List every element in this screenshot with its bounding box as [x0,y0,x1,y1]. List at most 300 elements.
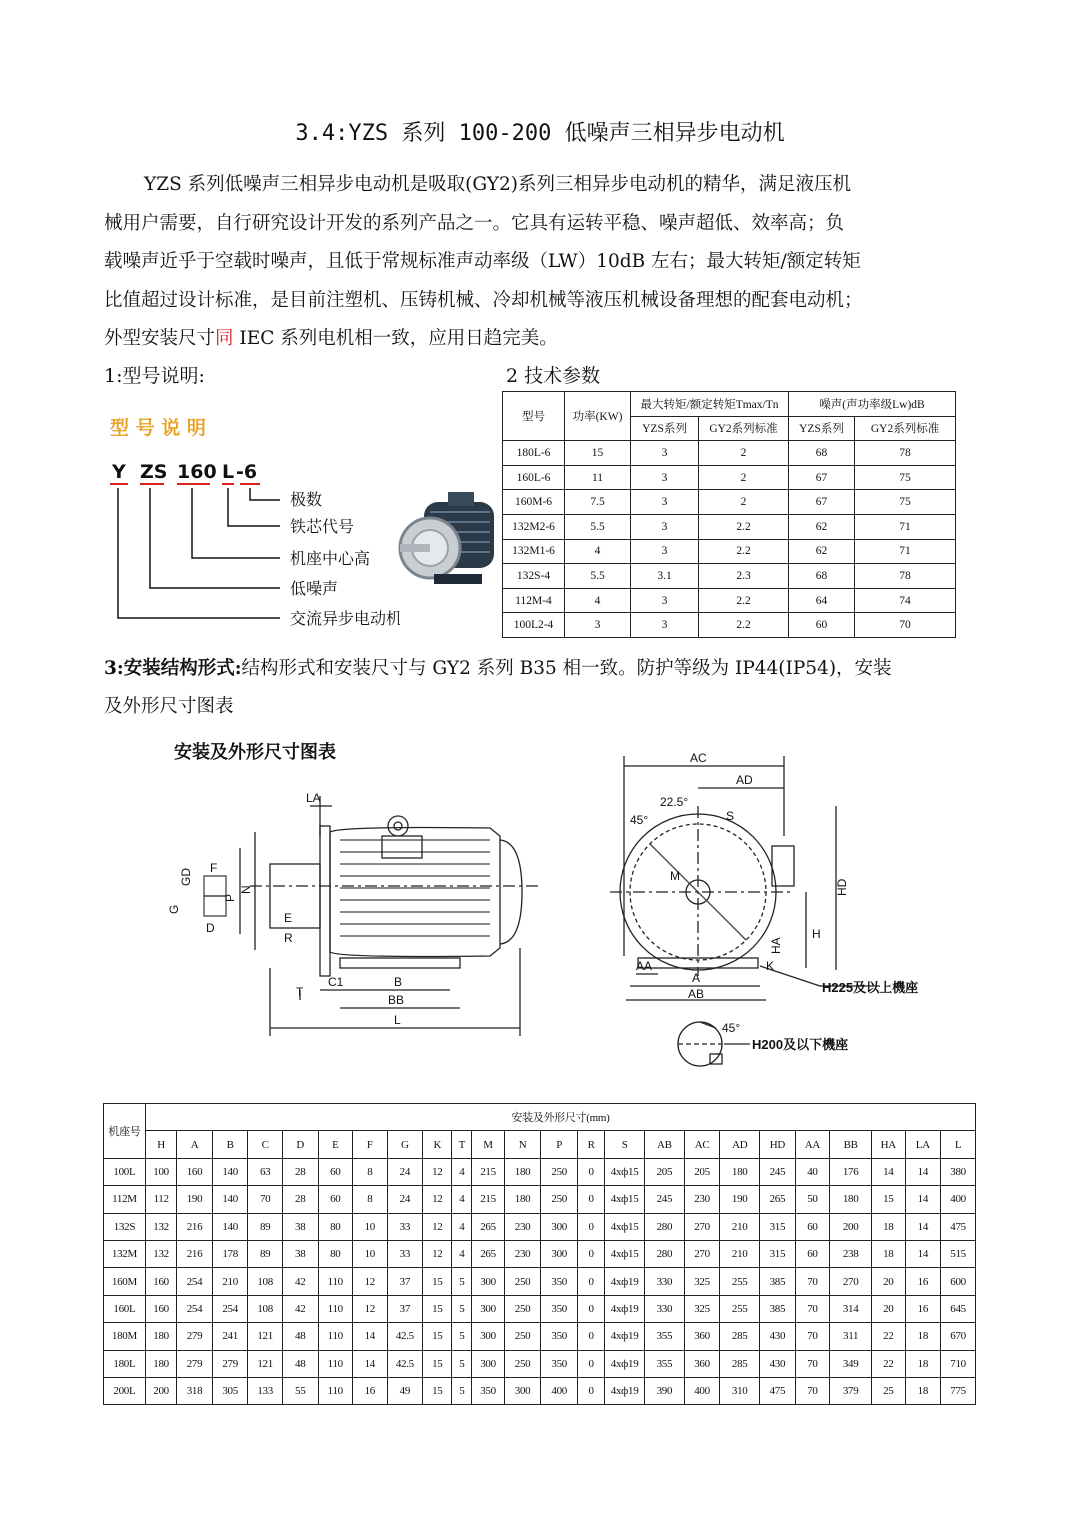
column-header: L [941,1131,976,1158]
header-gy2: GY2系列标准 [699,416,789,441]
table-cell: 5 [452,1295,472,1322]
table-header-row [104,1131,976,1158]
intro-line [104,320,976,359]
column-header: D [282,1131,318,1158]
table-cell: 100L2-4 [503,613,565,638]
table-cell: 15 [423,1377,452,1404]
table-cell: 4 [452,1186,472,1213]
table-cell: 42.5 [387,1323,423,1350]
dim-label: AD [736,773,753,787]
table-cell: 140 [212,1186,248,1213]
dim-label: 45° [630,813,649,827]
table-row [503,490,956,515]
table-cell: 0 [578,1377,605,1404]
intro-text: 外型安装尺寸 [104,328,216,349]
code-6: -6 [236,461,258,483]
table-cell: 25 [872,1377,905,1404]
table-cell: 475 [941,1213,976,1240]
table-cell: 0 [578,1186,605,1213]
table-cell: 67 [789,490,855,515]
table-cell: 140 [212,1158,248,1185]
table-cell: 515 [941,1240,976,1267]
table-cell: 180 [504,1158,541,1185]
table-cell: 12 [423,1186,452,1213]
table-cell: 250 [504,1350,541,1377]
code-l: L [222,461,235,483]
table-cell: 355 [644,1350,684,1377]
table-cell: 5.5 [565,514,631,539]
front-view [610,756,880,1066]
column-header: AB [644,1131,684,1158]
table-cell: 390 [644,1377,684,1404]
table-cell: 360 [684,1323,720,1350]
frame-cell: 180L [104,1350,146,1377]
table-cell: 311 [830,1323,872,1350]
table-cell: 176 [830,1158,872,1185]
table-cell: 280 [644,1240,684,1267]
table-cell: 775 [941,1377,976,1404]
table-cell: 68 [789,564,855,589]
dim-label: M [670,869,680,883]
table-cell: 3 [631,613,699,638]
table-cell: 180 [830,1186,872,1213]
table-cell: 5.5 [565,564,631,589]
table-cell: 241 [212,1323,248,1350]
table-cell: 349 [830,1350,872,1377]
table-cell: 68 [789,441,855,466]
column-header: R [578,1131,605,1158]
table-cell: 3 [631,441,699,466]
table-cell: 4xф15 [605,1213,645,1240]
table-cell: 110 [318,1350,353,1377]
table-cell: 20 [872,1268,905,1295]
table-cell: 60 [318,1158,353,1185]
frame-cell: 100L [104,1158,146,1185]
table-cell: 190 [720,1186,760,1213]
frame-cell: 112M [104,1186,146,1213]
table-cell: 2.2 [699,588,789,613]
header-torque: 最大转矩/额定转矩Tmax/Tn [631,392,789,417]
table-cell: 3 [631,465,699,490]
table-cell: 12 [423,1213,452,1240]
dimension-drawings [160,736,980,1076]
label-poles: 极数 [290,490,323,509]
column-header: T [452,1131,472,1158]
table-cell: 18 [872,1240,905,1267]
header-gy2: GY2系列标准 [855,416,956,441]
dim-label: 45° [722,1021,741,1035]
column-header: AA [795,1131,830,1158]
table-cell: 350 [541,1295,578,1322]
table-cell: 18 [905,1350,941,1377]
table-row [104,1213,976,1240]
dim-label: HD [835,878,849,896]
table-cell: 180 [504,1186,541,1213]
table-cell: 430 [760,1323,796,1350]
column-header: AD [720,1131,760,1158]
table-cell: 314 [830,1295,872,1322]
table-cell: 300 [504,1377,541,1404]
table-cell: 78 [855,564,956,589]
table-cell: 10 [353,1213,388,1240]
table-cell: 33 [387,1213,423,1240]
table-cell: 238 [830,1240,872,1267]
table-cell: 350 [541,1268,578,1295]
table-cell: 300 [472,1295,504,1322]
table-row [104,1323,976,1350]
table-row [104,1350,976,1377]
table-cell: 254 [212,1295,248,1322]
code-y: Y [112,461,126,483]
table-cell: 4xф19 [605,1377,645,1404]
table-cell: 215 [472,1158,504,1185]
table-cell: 11 [565,465,631,490]
table-cell: 280 [644,1213,684,1240]
table-cell: 4 [452,1240,472,1267]
table-cell: 55 [282,1377,318,1404]
table-cell: 2.2 [699,514,789,539]
table-cell: 3 [631,490,699,515]
table-cell: 360 [684,1350,720,1377]
intro-line: 比值超过设计标准，是目前注塑机、压铸机械、冷却机械等液压机械设备理想的配套电动机； [104,289,863,311]
table-row [104,1158,976,1185]
column-header: BB [830,1131,872,1158]
table-cell: 270 [830,1268,872,1295]
intro-line: 载噪声近乎于空载时噪声，且低于常规标准声动率级（LW）10dB 左右；最大转矩/额定转矩 [104,251,861,272]
table-cell: 350 [472,1377,504,1404]
table-cell: 15 [423,1323,452,1350]
table-cell: 14 [905,1186,941,1213]
table-cell: 132S-4 [503,564,565,589]
table-cell: 60 [795,1213,830,1240]
code-zs: ZS [140,461,168,483]
column-header: G [387,1131,423,1158]
table-cell: 279 [177,1323,213,1350]
table-cell: 710 [941,1350,976,1377]
dim-label: LA [306,791,321,805]
table-cell: 300 [472,1268,504,1295]
table-cell: 12 [353,1295,388,1322]
table-cell: 2 [699,490,789,515]
table-cell: 14 [905,1240,941,1267]
table-cell: 300 [472,1350,504,1377]
table-cell: 215 [472,1186,504,1213]
table-cell: 70 [248,1186,283,1213]
table-cell: 22 [872,1323,905,1350]
table-cell: 279 [177,1350,213,1377]
table-cell: 325 [684,1295,720,1322]
table-cell: 325 [684,1268,720,1295]
table-cell: 42 [282,1295,318,1322]
table-cell: 230 [684,1186,720,1213]
table-cell: 15 [872,1186,905,1213]
table-cell: 250 [504,1323,541,1350]
table-row [104,1240,976,1267]
column-header: C [248,1131,283,1158]
dim-label: G [167,904,181,914]
table-cell: 4 [452,1158,472,1185]
table-cell: 140 [212,1213,248,1240]
dim-label: E [284,911,293,925]
model-heading: 型 号 说 明 [110,417,206,439]
table-cell: 112M-4 [503,588,565,613]
table-cell: 75 [855,465,956,490]
dim-label: S [726,809,735,823]
section-install [104,650,979,726]
table-row [503,441,956,466]
table-cell: 37 [387,1268,423,1295]
table-cell: 400 [941,1186,976,1213]
dim-label: H [812,927,821,941]
table-cell: 64 [789,588,855,613]
table-cell: 245 [760,1158,796,1185]
table-cell: 132 [145,1240,176,1267]
table-cell: 4xф19 [605,1295,645,1322]
table-row [503,465,956,490]
table-cell: 49 [387,1377,423,1404]
dimensions-table [103,1103,976,1405]
table-cell: 133 [248,1377,283,1404]
table-cell: 42 [282,1268,318,1295]
label-frame-height: 机座中心高 [290,549,371,568]
table-cell: 14 [905,1213,941,1240]
table-row [503,539,956,564]
table-cell: 40 [795,1158,830,1185]
table-cell: 350 [541,1323,578,1350]
table-cell: 14 [872,1158,905,1185]
table-cell: 0 [578,1268,605,1295]
dim-label: AB [688,987,705,1001]
table-cell: 160L-6 [503,465,565,490]
install-text: 结构形式和安装尺寸与 GY2 系列 B35 相一致。防护等级为 IP44(IP54)，安装 [241,658,892,679]
dim-label: F [210,861,218,875]
table-cell: 89 [248,1213,283,1240]
table-cell: 12 [423,1240,452,1267]
table-cell: 38 [282,1240,318,1267]
table-cell: 4 [565,539,631,564]
table-cell: 80 [318,1213,353,1240]
tech-params-table [502,391,956,638]
table-cell: 265 [760,1186,796,1213]
table-cell: 12 [353,1268,388,1295]
table-cell: 14 [905,1158,941,1185]
table-cell: 250 [541,1158,578,1185]
intro-line: YZS 系列低噪声三相异步电动机是吸取(GY2)系列三相异步电动机的精华，满足液压机 [144,174,851,195]
table-cell: 0 [578,1240,605,1267]
table-cell: 60 [318,1186,353,1213]
table-cell: 70 [795,1323,830,1350]
install-line: 及外形尺寸图表 [104,696,234,717]
table-cell: 216 [177,1240,213,1267]
table-cell: 3 [631,539,699,564]
table-cell: 385 [760,1268,796,1295]
column-header: B [212,1131,248,1158]
table-cell: 330 [644,1295,684,1322]
table-cell: 318 [177,1377,213,1404]
dim-label: N [239,885,253,894]
table-cell: 200 [145,1377,176,1404]
table-cell: 33 [387,1240,423,1267]
table-cell: 670 [941,1323,976,1350]
table-cell: 110 [318,1377,353,1404]
table-cell: 245 [644,1186,684,1213]
table-cell: 210 [720,1240,760,1267]
table-cell: 160M-6 [503,490,565,515]
table-cell: 4xф15 [605,1240,645,1267]
table-cell: 3.1 [631,564,699,589]
table-cell: 379 [830,1377,872,1404]
table-cell: 254 [177,1295,213,1322]
drawing-heading: 安装及外形尺寸图表 [174,742,336,762]
table-cell: 110 [318,1268,353,1295]
table-cell: 75 [855,490,956,515]
table-cell: 160 [145,1295,176,1322]
table-cell: 310 [720,1377,760,1404]
table-cell: 18 [905,1323,941,1350]
table-cell: 42.5 [387,1350,423,1377]
table-cell: 205 [644,1158,684,1185]
table-cell: 0 [578,1323,605,1350]
table-cell: 250 [541,1186,578,1213]
table-cell: 20 [872,1295,905,1322]
table-cell: 67 [789,465,855,490]
table-cell: 315 [760,1240,796,1267]
table-cell: 62 [789,539,855,564]
table-cell: 50 [795,1186,830,1213]
table-cell: 15 [423,1350,452,1377]
table-cell: 63 [248,1158,283,1185]
table-cell: 5 [452,1350,472,1377]
dim-label: P [223,893,237,902]
table-cell: 37 [387,1295,423,1322]
table-row [104,1268,976,1295]
table-cell: 3 [631,588,699,613]
install-line [104,650,979,688]
table-cell: 70 [795,1295,830,1322]
table-cell: 230 [504,1240,541,1267]
table-cell: 132 [145,1213,176,1240]
dim-label: AA [636,959,653,973]
header-yzs: YZS系列 [631,416,699,441]
table-cell: 15 [565,441,631,466]
table-cell: 110 [318,1323,353,1350]
table-cell: 10 [353,1240,388,1267]
table-cell: 4xф19 [605,1323,645,1350]
table-cell: 28 [282,1186,318,1213]
table-cell: 2.3 [699,564,789,589]
table-cell: 2 [699,465,789,490]
table-cell: 4xф19 [605,1268,645,1295]
section-model-heading: 1:型号说明: [104,365,205,387]
header-power: 功率(KW) [565,392,631,441]
table-row [104,1377,976,1404]
table-cell: 3 [631,514,699,539]
table-cell: 132M1-6 [503,539,565,564]
table-row [104,1295,976,1322]
page-title: 3.4:YZS 系列 100-200 低噪声三相异步电动机 [295,121,785,146]
highlight-text: 同 [215,328,234,349]
table-cell: 180 [145,1350,176,1377]
table-cell: 70 [855,613,956,638]
table-cell: 12 [423,1158,452,1185]
table-cell: 350 [541,1350,578,1377]
table-cell: 8 [353,1158,388,1185]
column-header: S [605,1131,645,1158]
header-model: 型号 [503,392,565,441]
table-cell: 430 [760,1350,796,1377]
table-cell: 4 [452,1213,472,1240]
column-header: AC [684,1131,720,1158]
table-cell: 270 [684,1213,720,1240]
dim-label: B [394,975,403,989]
table-cell: 285 [720,1323,760,1350]
table-cell: 600 [941,1268,976,1295]
table-cell: 132M2-6 [503,514,565,539]
dim-label: T [296,985,304,999]
model-designation-diagram [100,408,400,640]
table-cell: 475 [760,1377,796,1404]
table-cell: 330 [644,1268,684,1295]
note-h200: H200及以下機座 [752,1037,849,1052]
frame-cell: 200L [104,1377,146,1404]
table-cell: 80 [318,1240,353,1267]
table-row [503,514,956,539]
motor-photo [394,488,506,600]
column-header: M [472,1131,504,1158]
column-header: F [353,1131,388,1158]
table-cell: 2 [699,441,789,466]
table-cell: 48 [282,1323,318,1350]
table-cell: 15 [423,1268,452,1295]
table-cell: 112 [145,1186,176,1213]
table-row [503,564,956,589]
table-cell: 3 [565,613,631,638]
column-header: P [541,1131,578,1158]
side-view [204,796,540,1036]
table-cell: 2.2 [699,613,789,638]
dim-label: L [394,1013,401,1027]
column-header: HA [872,1131,905,1158]
table-cell: 190 [177,1186,213,1213]
dim-label: R [284,931,293,945]
table-cell: 0 [578,1213,605,1240]
table-cell: 355 [644,1323,684,1350]
table-cell: 400 [541,1377,578,1404]
table-cell: 265 [472,1213,504,1240]
column-header: LA [905,1131,941,1158]
table-cell: 210 [212,1268,248,1295]
table-cell: 5 [452,1377,472,1404]
table-cell: 4xф19 [605,1350,645,1377]
table-cell: 270 [684,1240,720,1267]
column-header: HD [760,1131,796,1158]
frame-cell: 160M [104,1268,146,1295]
table-cell: 38 [282,1213,318,1240]
table-cell: 100 [145,1158,176,1185]
intro-paragraph [104,166,976,359]
dim-label: GD [179,868,193,886]
table-cell: 121 [248,1350,283,1377]
table-cell: 24 [387,1158,423,1185]
table-cell: 4 [565,588,631,613]
table-cell: 8 [353,1186,388,1213]
table-cell: 18 [872,1213,905,1240]
table-cell: 279 [212,1350,248,1377]
dim-label: D [206,921,215,935]
frame-cell: 132S [104,1213,146,1240]
table-cell: 60 [789,613,855,638]
table-cell: 16 [905,1268,941,1295]
